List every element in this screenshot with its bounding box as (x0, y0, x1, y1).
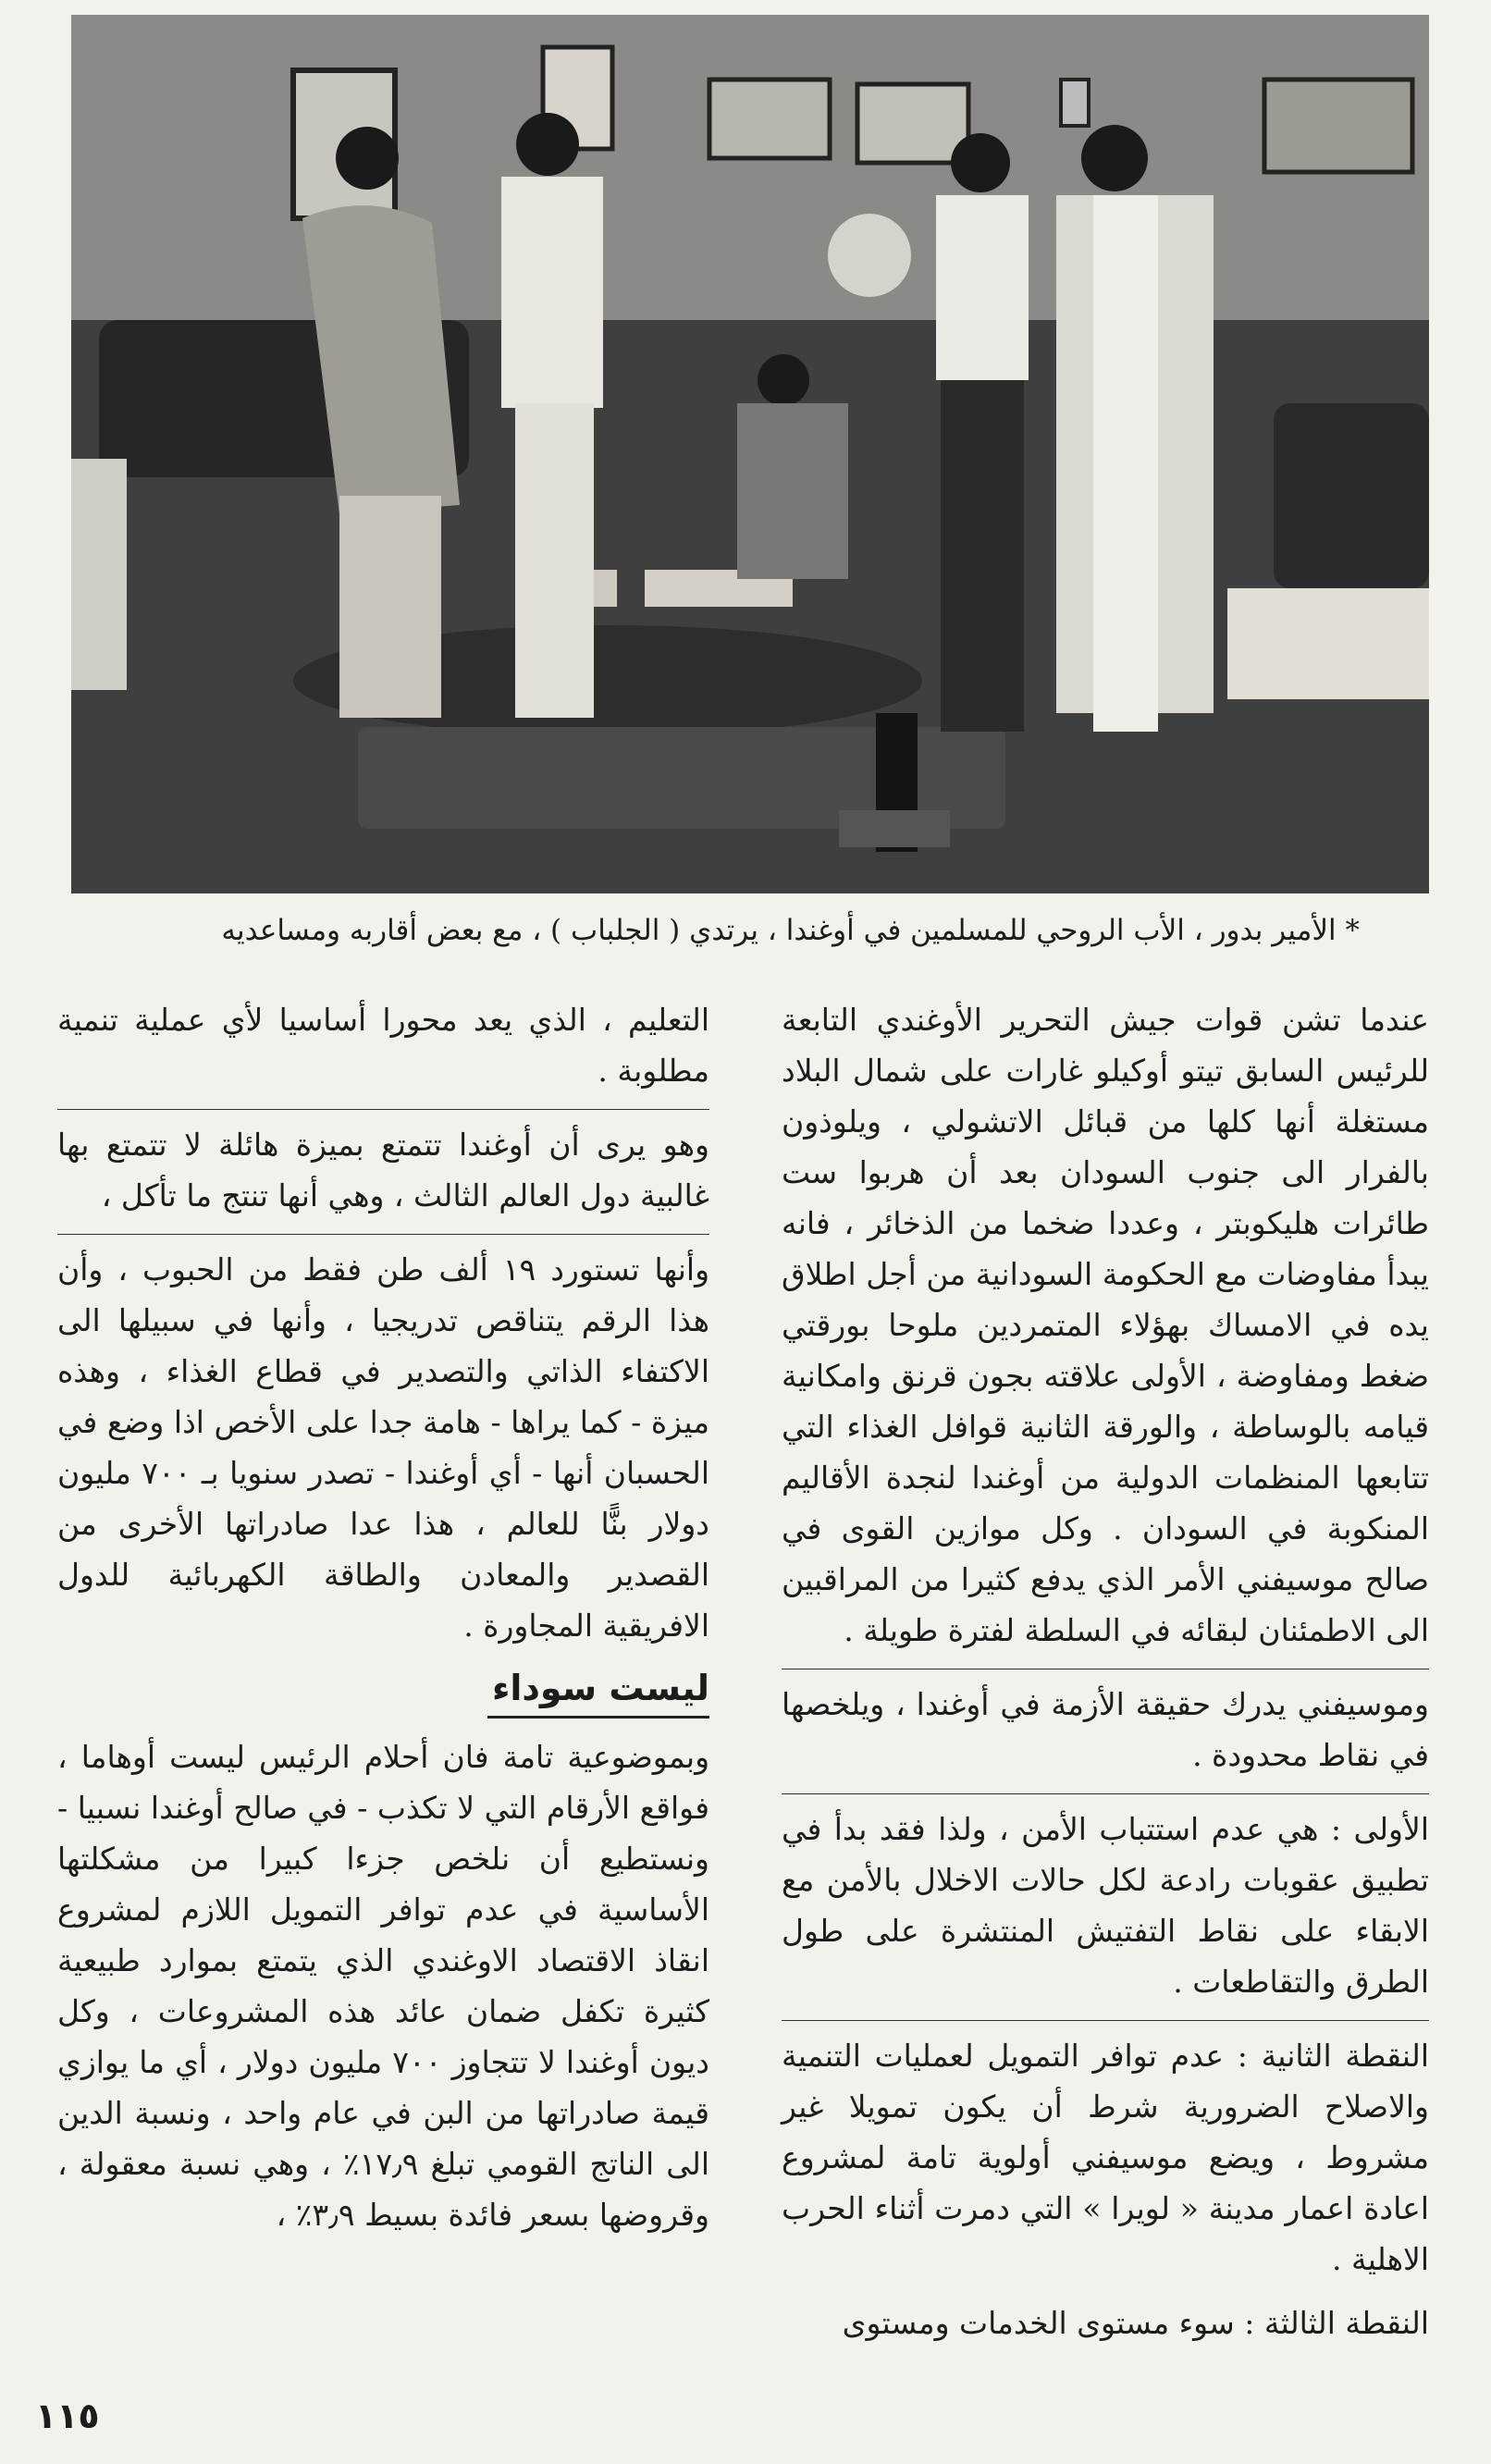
subheading-underline (487, 1716, 709, 1719)
page-number: ١١٥ (35, 2396, 100, 2436)
paragraph: وبموضوعية تامة فان أحلام الرئيس ليست أوهاما ، فواقع الأرقام التي لا تكذب - في صالح أوغندا نسبيا - ونستطيع أن نلخص جزءا كبيرا من مشكلتها الأساسية في عدم توافر التمويل اللازم لمشروع انقاذ الاقتصاد الاوغندي الذي يتمتع بموارد طبيعية كثيرة تكفل ضمان عائد هذه المشروعات ، وكل ديون أوغندا لا تتجاوز ٧٠٠ مليون دولار ، أي ما يوازي قيمة صادراتها من البن في عام واحد ، ونسبة الدين الى الناتج القومي تبلغ ١٧٫٩٪ ، وهي نسبة معقولة ، وقروضها بسعر فائدة بسيط ٣٫٩٪ ، (57, 1739, 709, 2233)
article-column-right (782, 994, 1429, 2361)
article-column-left (57, 994, 709, 2253)
paragraph: النقطة الثانية : عدم توافر التمويل لعمليات التنمية والاصلاح الضرورية شرط أن يكون تمويلا غير مشروط ، ويضع موسيفني أولوية تامة لمشروع اعادة اعمار مدينة « لويرا » التي دمرت أثناء الحرب الاهلية . (782, 2038, 1429, 2277)
paragraph: وموسيفني يدرك حقيقة الأزمة في أوغندا ، ويلخصها في نقاط محدودة . (782, 1686, 1429, 1773)
divider (57, 1109, 709, 1110)
paragraph: الأولى : هي عدم استتباب الأمن ، ولذا فقد بدأ في تطبيق عقوبات رادعة لكل حالات الاخلال بالأمن مع الابقاء على نقاط التفتيش المنتشرة على طول الطرق والتقاطعات . (782, 1811, 1429, 2000)
paragraph: التعليم ، الذي يعد محورا أساسيا لأي عملية تنمية مطلوبة . (57, 1002, 709, 1089)
photo-caption: * الأمير بدور ، الأب الروحي للمسلمين في أوغندا ، يرتدي ( الجلباب ) ، مع بعض أقاربه ومساعديه (221, 914, 1360, 947)
section-subheading: ليست سوداء (491, 1668, 709, 1708)
photo-image (71, 15, 1429, 893)
divider (782, 2020, 1429, 2021)
group-photo (71, 15, 1429, 893)
paragraph: وأنها تستورد ١٩ ألف طن فقط من الحبوب ، وأن هذا الرقم يتناقص تدريجيا ، وأنها في سبيلها الى الاكتفاء الذاتي والتصدير في قطاع الغذاء ، وهذه ميزة - كما يراها - هامة جدا على الأخص اذا وضع في الحسبان أنها - أي أوغندا - تصدر سنويا بـ ٧٠٠ مليون دولار بنًّا للعالم ، هذا عدا صادراتها الأخرى من القصدير والمعادن والطاقة الكهربائية للدول الافريقية المجاورة . (57, 1251, 710, 1644)
paragraph: النقطة الثالثة : سوء مستوى الخدمات ومستوى (842, 2305, 1429, 2341)
paragraph: وهو يرى أن أوغندا تتمتع بميزة هائلة لا تتمتع بها غالبية دول العالم الثالث ، وهي أنها تنتج ما تأكل ، (57, 1127, 709, 1214)
paragraph: عندما تشن قوات جيش التحرير الأوغندي التابعة للرئيس السابق تيتو أوكيلو غارات على شمال البلاد مستغلة أنها كلها من قبائل الاتشولي ، ويلوذون بالفرار الى جنوب السودان بعد أن هربوا ست طائرات هليكوبتر ، وعددا ضخما من الذخائر ، فانه يبدأ مفاوضات مع الحكومة السودانية من أجل اطلاق يده في الامساك بهؤلاء المتمردين ملوحا بورقتي ضغط ومفاوضة ، الأولى علاقته بجون قرنق وامكانية قيامه بالوساطة ، والورقة الثانية قوافل الغذاء التي تتابعها المنظمات الدولية من أوغندا لنجدة الأقاليم المنكوبة في السودان . وكل موازين القوى في صالح موسيفني الأمر الذي يدفع كثيرا من المراقبين الى الاطمئنان لبقائه في السلطة لفترة طويلة . (782, 1002, 1429, 1648)
divider (57, 1234, 709, 1235)
divider (782, 1793, 1429, 1794)
